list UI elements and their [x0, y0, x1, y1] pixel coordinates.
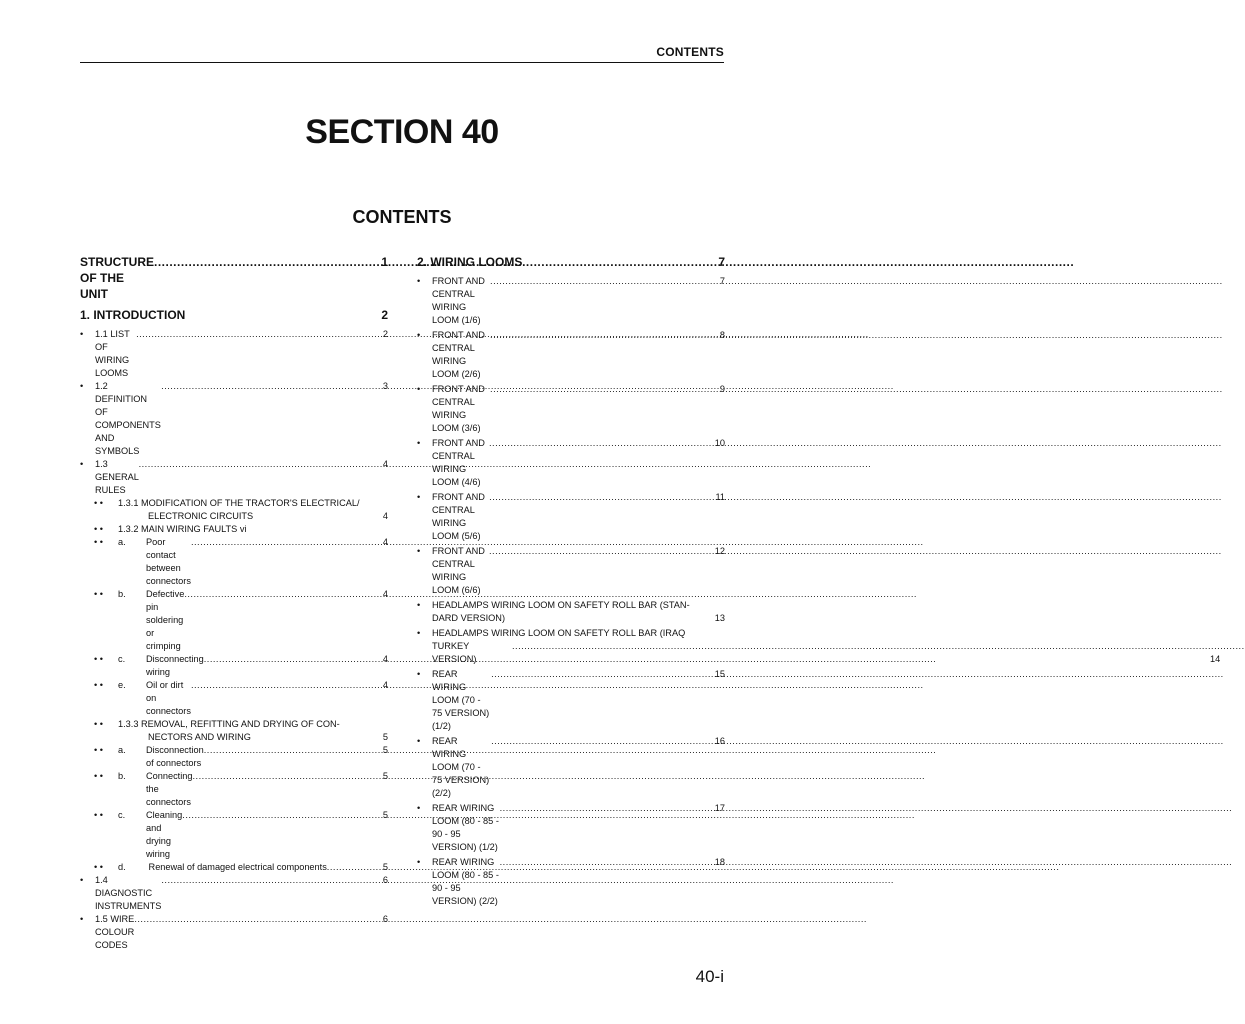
toc-entry-page: 2 [381, 308, 388, 322]
toc-entry-page: 1 [381, 255, 388, 269]
item-letter: d. [118, 862, 126, 872]
toc-entry-label: REAR WIRING LOOM (70 - 75 VERSION) (2/2) [432, 736, 490, 798]
toc-entry-label: FRONT AND CENTRAL WIRING LOOM (5/6) [432, 492, 485, 541]
leader-dots [490, 275, 719, 288]
toc-entry-page: 16 [714, 736, 725, 746]
toc-entry[interactable] [417, 437, 725, 489]
toc-entry-page: 13 [714, 613, 725, 623]
leader-dots [490, 329, 719, 342]
bullet: • • [94, 589, 103, 599]
toc-entry-label-continued: DARD VERSION) [432, 613, 505, 623]
item-letter: b. [118, 589, 126, 599]
toc-entry-page: 4 [382, 511, 388, 521]
toc-entry-page: 7 [719, 276, 725, 286]
toc-entry[interactable] [80, 653, 388, 679]
bullet: • • [94, 745, 103, 755]
toc-entry[interactable] [80, 380, 388, 458]
bullet: • [80, 459, 84, 469]
toc-entry-page: 4 [382, 459, 388, 469]
toc-entry-page: 14 [1210, 654, 1221, 664]
toc-entry-label: FRONT AND CENTRAL WIRING LOOM (4/6) [432, 438, 485, 487]
item-letter: e. [118, 680, 126, 690]
toc-entry[interactable] [417, 383, 725, 435]
bullet: • [80, 875, 84, 885]
running-header-title: CONTENTS [656, 45, 724, 59]
leader-dots [491, 735, 714, 748]
toc-entry-page: 5 [382, 771, 388, 781]
toc-entry-page: 4 [382, 589, 388, 599]
leader-dots [204, 744, 382, 757]
toc-entry-page: 4 [382, 537, 388, 547]
toc-entry[interactable] [80, 874, 388, 913]
bullet: • • [94, 810, 103, 820]
leader-dots [490, 383, 719, 396]
leader-dots [192, 770, 381, 783]
leader-dots [489, 491, 714, 504]
toc-entry[interactable] [80, 861, 388, 874]
bullet: • [417, 492, 421, 502]
toc-entry[interactable] [417, 627, 1221, 666]
leader-dots [204, 653, 382, 666]
toc-entry-page: 15 [714, 669, 725, 679]
item-letter: a. [118, 745, 126, 755]
toc-entry-page: 18 [714, 857, 725, 867]
toc-right-column [417, 254, 1221, 908]
bullet: • [80, 914, 84, 924]
bullet: • [417, 384, 421, 394]
bullet: • [417, 330, 421, 340]
bullet: • [417, 628, 421, 638]
toc-entry-label: 1.1 LIST OF WIRING LOOMS [95, 329, 130, 378]
toc-entry-label: FRONT AND CENTRAL WIRING LOOM (2/6) [432, 330, 485, 379]
toc-entry-page: 11 [715, 492, 725, 502]
toc-entry-structure[interactable] [80, 254, 388, 302]
toc-entry-label: FRONT AND CENTRAL WIRING LOOM (1/6) [432, 276, 485, 325]
toc-entry[interactable] [417, 856, 725, 908]
item-letter: b. [118, 771, 126, 781]
toc-entry-label: 2. WIRING LOOMS [417, 255, 523, 269]
page-number: 40-i [695, 967, 724, 986]
toc-entry-label: STRUCTURE OF THE UNIT [80, 255, 154, 301]
toc-entry-label: REAR WIRING LOOM (70 - 75 VERSION) (1/2) [432, 669, 490, 731]
toc-entry-page: 10 [714, 438, 725, 448]
bullet: • • [94, 862, 103, 872]
leader-dots [161, 380, 382, 393]
toc-entry[interactable] [417, 491, 725, 543]
toc-entry-label: REAR WIRING LOOM (80 - 85 - 90 - 95 VERSION) (2/2) [432, 857, 499, 906]
toc-entry[interactable] [80, 744, 388, 770]
toc-entry-page: 12 [714, 546, 725, 556]
item-letter: c. [118, 810, 126, 820]
toc-entry-page: 6 [382, 875, 388, 885]
toc-entry-label: 1.3.2 MAIN WIRING FAULTS vi [118, 524, 247, 534]
toc-entry-page: 3 [382, 381, 388, 391]
toc-entry[interactable] [80, 458, 388, 497]
bullet: • • [94, 719, 103, 729]
bullet: • [80, 381, 84, 391]
toc-entry-label: 1.4 DIAGNOSTIC INSTRUMENTS [95, 875, 162, 911]
toc-entry-label: Renewal of damaged electrical components [146, 862, 327, 872]
bullet: • • [94, 771, 103, 781]
leader-dots [154, 254, 380, 270]
toc-entry[interactable] [417, 599, 725, 625]
toc-entry[interactable] [80, 588, 388, 653]
toc-entry-page: 5 [382, 745, 388, 755]
toc-entry-label: REAR WIRING LOOM (80 - 85 - 90 - 95 VERSION) (1/2) [432, 803, 499, 852]
toc-entry-label: Disconnection of connectors [146, 745, 204, 768]
leader-dots [191, 679, 382, 692]
toc-entry-label-continued: TURKEY VERSION) [432, 641, 477, 664]
toc-entry-label: FRONT AND CENTRAL WIRING LOOM (3/6) [432, 384, 485, 433]
leader-dots [136, 328, 382, 341]
toc-entry-page: 2 [382, 329, 388, 339]
toc-entry-page: 17 [714, 803, 725, 813]
toc-entry-page: 9 [719, 384, 725, 394]
section-title: SECTION 40 [305, 113, 499, 151]
toc-entry[interactable] [417, 735, 725, 800]
bullet: • [417, 857, 421, 867]
bullet: • [417, 803, 421, 813]
toc-entry[interactable] [417, 545, 725, 597]
leader-dots [489, 545, 714, 558]
toc-entry-label: 1.3.3 REMOVAL, REFITTING AND DRYING OF CON- [118, 719, 340, 729]
header-rule [80, 62, 724, 63]
toc-entry-label: Connecting the connectors [146, 771, 193, 807]
leader-dots [327, 861, 382, 874]
toc-entry-page: 8 [719, 330, 725, 340]
toc-entry[interactable] [80, 328, 388, 380]
leader-dots [134, 913, 382, 926]
bullet: • [417, 438, 421, 448]
toc-entry-label: HEADLAMPS WIRING LOOM ON SAFETY ROLL BAR (IRAQ [432, 628, 686, 638]
bullet: • [417, 600, 421, 610]
leader-dots [500, 856, 714, 869]
toc-entry[interactable] [80, 536, 388, 588]
toc-entry-label: 1.5 WIRE COLOUR CODES [95, 914, 135, 950]
toc-entry-page: 5 [382, 732, 388, 742]
toc-left-column [80, 254, 388, 952]
leader-dots [182, 809, 382, 822]
toc-entry-label: 1.3.1 MODIFICATION OF THE TRACTOR'S ELECTRICAL/ [118, 498, 360, 508]
toc-entry[interactable] [80, 770, 388, 809]
item-letter: a. [118, 537, 126, 547]
leader-dots [161, 874, 382, 887]
toc-entry-label: 1.3 GENERAL RULES [95, 459, 139, 495]
toc-entry[interactable] [80, 679, 388, 718]
bullet: • • [94, 498, 103, 508]
leader-dots [491, 668, 714, 681]
toc-entry-page: 5 [382, 810, 388, 820]
leader-dots [191, 536, 382, 549]
bullet: • [417, 669, 421, 679]
bullet: • • [94, 524, 103, 534]
toc-entry-page: 7 [718, 255, 725, 269]
bullet: • [417, 276, 421, 286]
leader-dots [512, 640, 1209, 666]
leader-dots [139, 458, 382, 471]
toc-entry[interactable] [417, 329, 725, 381]
toc-entry[interactable] [80, 497, 388, 523]
toc-entry-label: Oil or dirt on connectors [146, 680, 191, 716]
toc-entry[interactable] [417, 668, 725, 733]
toc-entry[interactable] [80, 523, 388, 536]
bullet: • [80, 329, 84, 339]
toc-entry-label: 1.2 DEFINITION OF COMPONENTS AND SYMBOLS [95, 381, 161, 456]
bullet: • [417, 736, 421, 746]
toc-entry[interactable] [80, 718, 388, 744]
bullet: • [417, 546, 421, 556]
bullet: • • [94, 537, 103, 547]
toc-entry-page: 6 [382, 914, 388, 924]
toc-entry-introduction[interactable] [80, 307, 388, 323]
toc-entry-label-continued: ELECTRONIC CIRCUITS [148, 511, 254, 521]
toc-entry[interactable] [80, 809, 388, 861]
item-letter: c. [118, 654, 126, 664]
toc-entry-label: Disconnecting wiring [146, 654, 204, 677]
toc-entry[interactable] [80, 913, 388, 952]
toc-entry[interactable] [417, 802, 725, 854]
toc-entry-label-continued: NECTORS AND WIRING [148, 732, 251, 742]
toc-entry[interactable] [417, 275, 725, 327]
toc-entry-page: 4 [382, 654, 388, 664]
toc-entry-label: Poor contact between connectors [146, 537, 191, 586]
toc-entry-label: 1. INTRODUCTION [80, 308, 186, 322]
leader-dots [489, 437, 714, 450]
leader-dots [500, 802, 714, 815]
toc-entry-label: HEADLAMPS WIRING LOOM ON SAFETY ROLL BAR (STAN- [432, 600, 690, 610]
bullet: • • [94, 680, 103, 690]
toc-entry-label: Cleaning and drying wiring [146, 810, 183, 859]
toc-entry-page: 4 [382, 680, 388, 690]
contents-title: CONTENTS [352, 207, 452, 227]
bullet: • • [94, 654, 103, 664]
toc-entry-page: 5 [382, 862, 388, 872]
leader-dots [184, 588, 382, 601]
toc-entry-label: FRONT AND CENTRAL WIRING LOOM (6/6) [432, 546, 485, 595]
toc-entry-wiring-looms[interactable] [417, 254, 725, 270]
toc-entry-label: Defective pin soldering or crimping [146, 589, 185, 651]
